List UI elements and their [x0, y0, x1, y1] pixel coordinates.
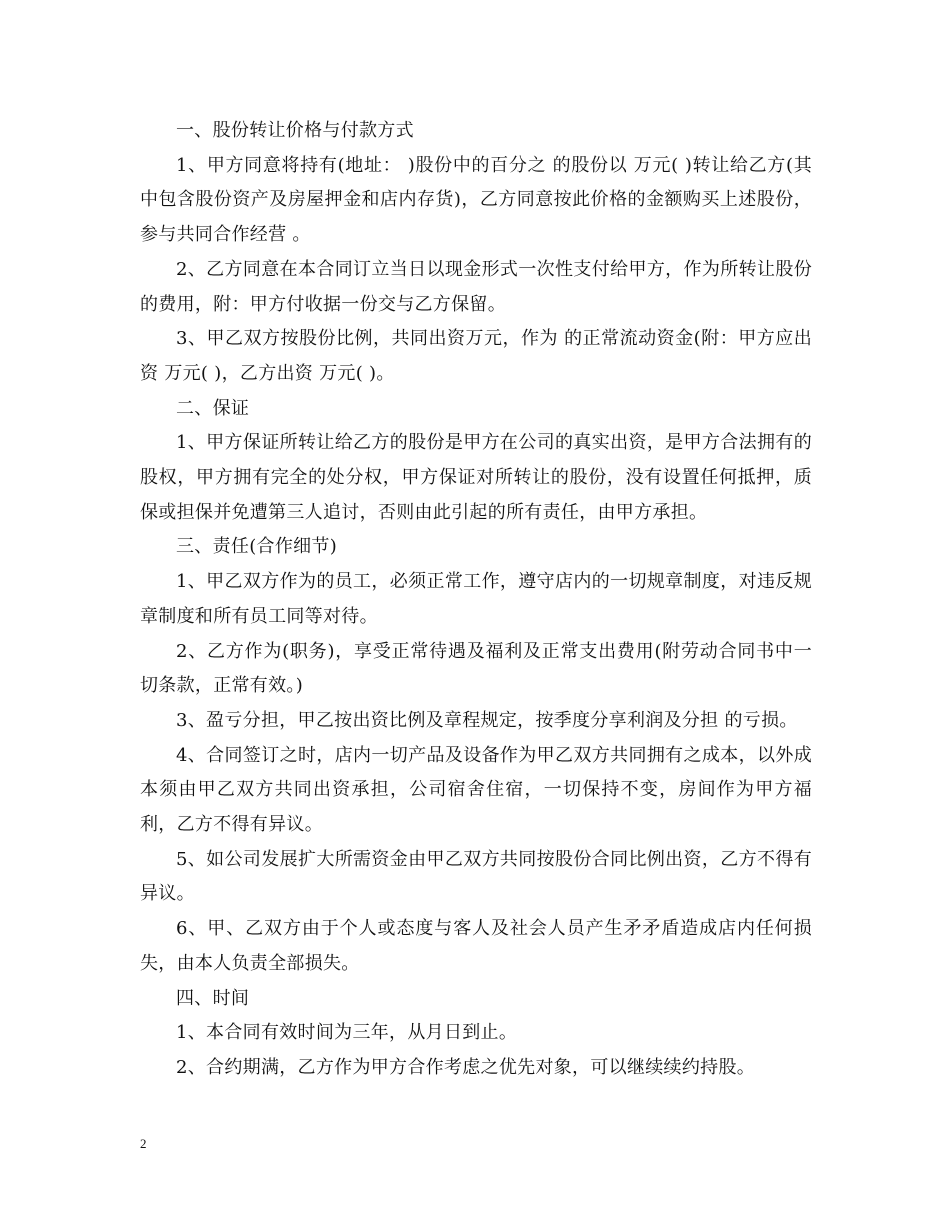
- paragraph: 4、合同签订之时，店内一切产品及设备作为甲乙双方共同拥有之成本，以外成本须由甲乙双方共同出资承担，公司宿舍住宿，一切保持不变，房间作为甲方福利，乙方不得有异议。: [140, 744, 812, 836]
- paragraph: 3、盈亏分担，甲乙按出资比例及章程规定，按季度分享利润及分担 的亏损。: [176, 709, 798, 731]
- paragraph: 2、合约期满，乙方作为甲方合作考虑之优先对象，可以继续续约持股。: [176, 1056, 756, 1078]
- document-body: [140, 114, 812, 1086]
- paragraph: 1、甲乙双方作为的员工，必须正常工作，遵守店内的一切规章制度，对违反规章制度和所有员工同等对待。: [140, 571, 812, 627]
- paragraph: 1、甲方同意将持有(地址： )股份中的百分之 的股份以 万元( )转让给乙方(其中包含股份资产及房屋押金和店内存货)，乙方同意按此价格的金额购买上述股份，参与共同合作经营 。: [140, 154, 812, 246]
- paragraph: 2、乙方作为(职务)，享受正常待遇及福利及正常支出费用(附劳动合同书中一切条款，正常有效。): [140, 640, 812, 697]
- paragraph: 3、甲乙双方按股份比例，共同出资万元，作为 的正常流动资金(附：甲方应出资 万元( )，乙方出资 万元( )。: [140, 328, 812, 384]
- paragraph: 2、乙方同意在本合同订立当日以现金形式一次性支付给甲方，作为所转让股份的费用，附：甲方付收据一份交与乙方保留。: [140, 258, 812, 315]
- paragraph: 6、甲、乙双方由于个人或态度与客人及社会人员产生矛矛盾造成店内任何损失，由本人负责全部损失。: [140, 918, 812, 974]
- paragraph: 5、如公司发展扩大所需资金由甲乙双方共同按股份合同比例出资，乙方不得有异议。: [140, 848, 812, 905]
- paragraph: 1、甲方保证所转让给乙方的股份是甲方在公司的真实出资，是甲方合法拥有的股权，甲方拥有完全的处分权，甲方保证对所转让的股份，没有设置任何抵押，质保或担保并免遭第三人追讨，否则由此引起的所有责任，由甲方承担。: [140, 432, 812, 523]
- section-heading: 一、股份转让价格与付款方式: [176, 120, 414, 141]
- section-heading: 四、时间: [176, 987, 250, 1009]
- section-heading: 二、保证: [176, 397, 250, 419]
- page-number: 2: [140, 1136, 147, 1151]
- paragraph: 1、本合同有效时间为三年，从月日到止。: [176, 1022, 518, 1044]
- section-heading: 三、责任(合作细节): [176, 536, 338, 558]
